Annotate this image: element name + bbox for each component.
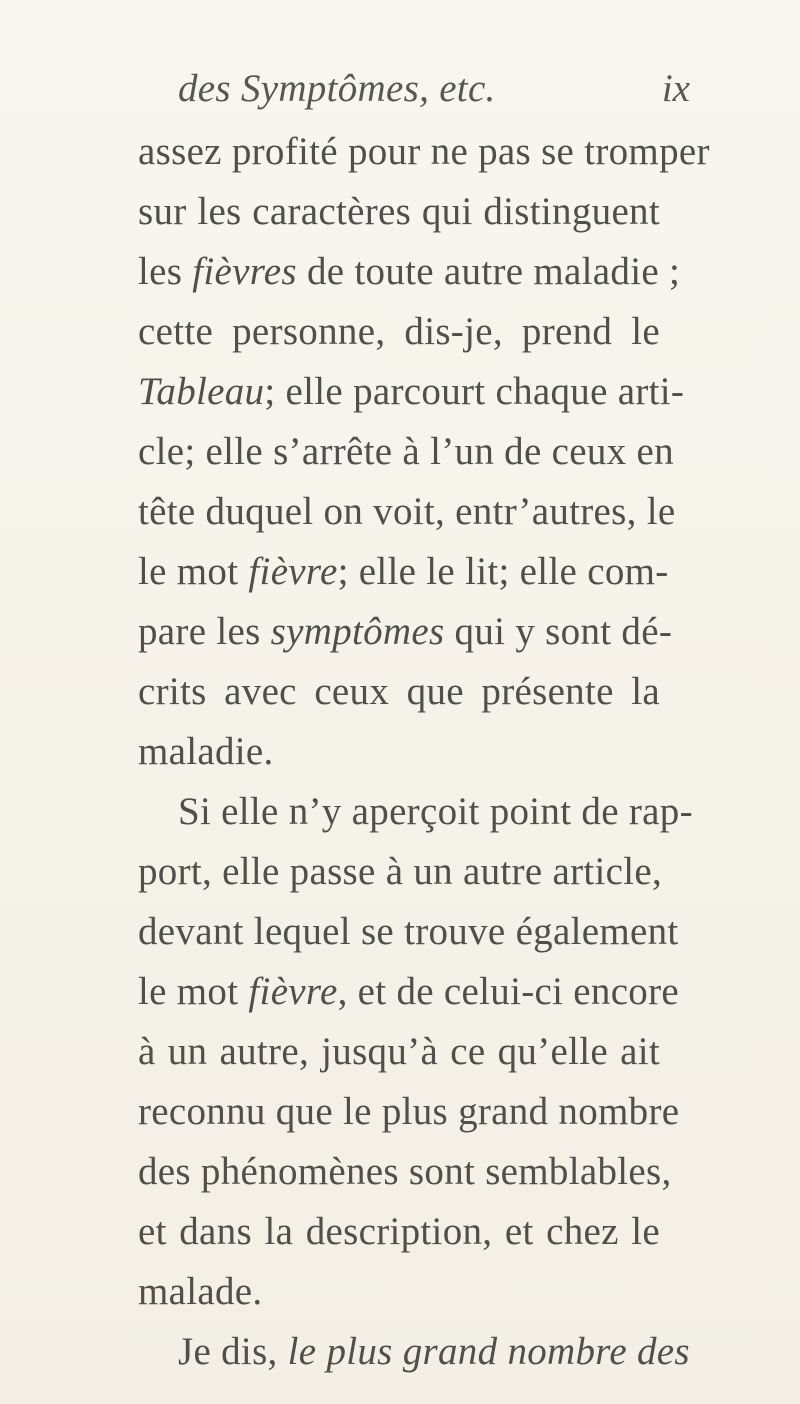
- text-line: Tableau; elle parcourt chaque arti-: [138, 370, 685, 413]
- text-line: à un autre, jusqu’à ce qu’elle ait: [138, 1030, 660, 1073]
- text-line: cette personne, dis-je, prend le: [138, 310, 660, 353]
- italic-term: symptômes: [270, 610, 445, 653]
- running-head: [138, 62, 690, 116]
- italic-term: Tableau: [138, 370, 265, 413]
- text-line: reconnu que le plus grand nombre: [138, 1090, 680, 1133]
- text-line: maladie.: [138, 730, 274, 773]
- text-line: le mot fièvre, et de celui-ci encore: [138, 970, 680, 1013]
- text-line: Si elle n’y aperçoit point de rap-: [178, 790, 693, 833]
- text-line: devant lequel se trouve également: [138, 910, 679, 953]
- text-line: les fièvres de toute autre maladie ;: [138, 250, 681, 293]
- italic-term: le plus grand nombre des: [287, 1330, 690, 1373]
- italic-term: fièvre: [248, 550, 338, 593]
- text-line: malade.: [138, 1270, 263, 1313]
- text-line: crits avec ceux que présente la: [138, 670, 660, 713]
- page-text-block: [138, 122, 710, 1382]
- italic-term: fièvres: [192, 250, 297, 293]
- text-line: port, elle passe à un autre article,: [138, 850, 663, 893]
- text-line: sur les caractères qui distinguent: [138, 190, 660, 233]
- text-line: pare les symptômes qui y sont dé-: [138, 610, 673, 653]
- text-line: Je dis, le plus grand nombre des: [178, 1330, 690, 1373]
- italic-term: fièvre: [248, 970, 338, 1013]
- text-line: tête duquel on voit, entr’autres, le: [138, 490, 676, 533]
- running-title: des Symptômes, etc.: [178, 67, 496, 110]
- page-number: ix: [661, 67, 690, 110]
- text-line: des phénomènes sont semblables,: [138, 1150, 672, 1193]
- text-line: assez profité pour ne pas se tromper: [138, 130, 710, 173]
- text-line: et dans la description, et chez le: [138, 1210, 660, 1253]
- text-line: le mot fièvre; elle le lit; elle com-: [138, 550, 669, 593]
- text-line: cle; elle s’arrête à l’un de ceux en: [138, 430, 674, 473]
